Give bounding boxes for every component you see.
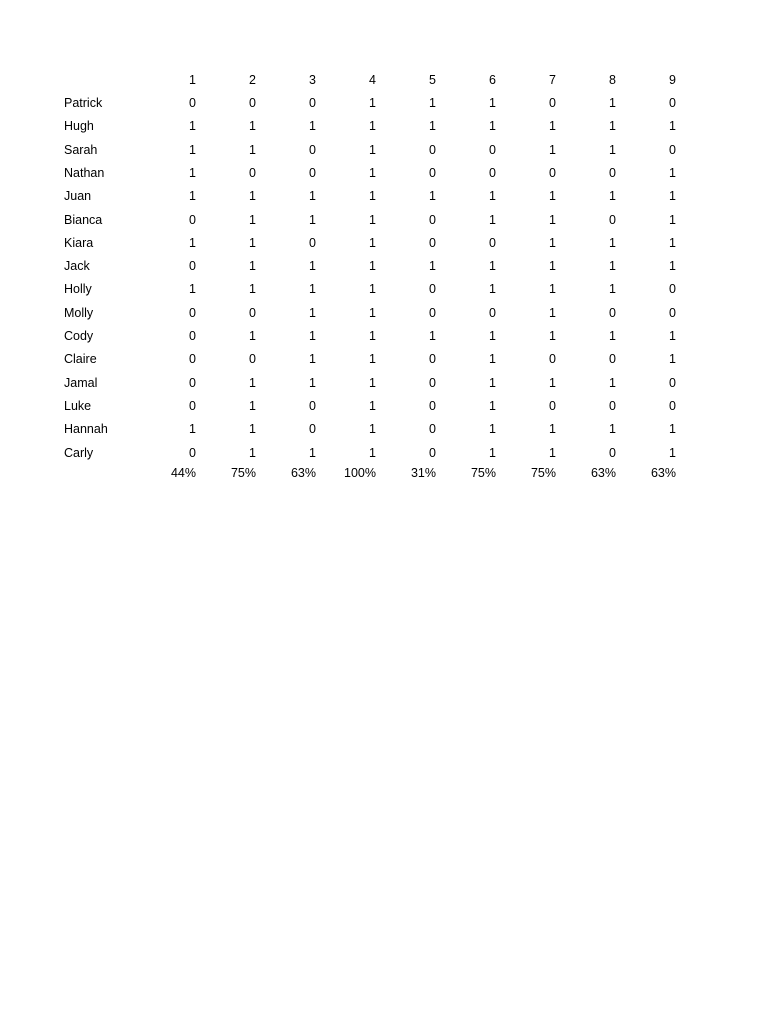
- table-cell: 1: [189, 165, 196, 180]
- table-cell: 0: [429, 142, 436, 157]
- table-cell: 0: [309, 422, 316, 437]
- spreadsheet-table: [0, 0, 768, 500]
- table-cell: 1: [669, 119, 676, 134]
- table-cell: 1: [189, 142, 196, 157]
- table-cell: 1: [189, 119, 196, 134]
- table-cell: 1: [249, 445, 256, 460]
- table-cell: 0: [669, 375, 676, 390]
- table-cell: 0: [429, 235, 436, 250]
- table-cell: 1: [669, 212, 676, 227]
- column-header: 3: [309, 73, 316, 87]
- table-cell: 1: [549, 142, 556, 157]
- table-cell: 0: [669, 142, 676, 157]
- table-cell: 1: [669, 189, 676, 204]
- table-cell: 0: [669, 282, 676, 297]
- table-cell: 1: [309, 445, 316, 460]
- row-name: Hannah: [64, 422, 108, 437]
- table-cell: 1: [669, 165, 676, 180]
- row-name: Carly: [64, 445, 94, 460]
- total-cell: 63%: [590, 466, 616, 480]
- table-cell: 1: [609, 282, 616, 297]
- row-name: Cody: [64, 329, 94, 343]
- table-cell: 1: [249, 282, 256, 297]
- total-cell: 63%: [650, 466, 676, 480]
- table-cell: 0: [189, 375, 196, 390]
- column-header: 7: [549, 73, 556, 87]
- table-cell: 1: [669, 352, 676, 367]
- table-cell: 1: [369, 422, 376, 437]
- table-cell: 1: [249, 189, 256, 204]
- row-name: Luke: [64, 398, 92, 413]
- row-name: Jack: [64, 259, 90, 274]
- table-cell: 0: [609, 352, 616, 367]
- table-cell: 1: [249, 422, 256, 437]
- table-cell: 0: [609, 305, 616, 320]
- table-cell: 1: [489, 119, 496, 134]
- table-cell: 1: [249, 375, 256, 390]
- table-cell: 1: [669, 259, 676, 274]
- total-cell: 75%: [230, 466, 256, 480]
- table-cell: 0: [189, 329, 196, 343]
- table-cell: 1: [489, 259, 496, 274]
- table-cell: 1: [189, 422, 196, 437]
- table-cell: 1: [369, 329, 376, 343]
- table-cell: 1: [669, 329, 676, 343]
- table-cell: 1: [309, 119, 316, 134]
- table-cell: 1: [489, 445, 496, 460]
- total-cell: 63%: [290, 466, 316, 480]
- table-cell: 1: [429, 96, 436, 110]
- column-header: 8: [609, 73, 616, 87]
- table-cell: 0: [549, 398, 556, 413]
- table-cell: 0: [429, 352, 436, 367]
- table-cell: 0: [429, 212, 436, 227]
- table-cell: 0: [489, 142, 496, 157]
- row-name: Sarah: [64, 142, 98, 157]
- table-cell: 1: [489, 352, 496, 367]
- table-cell: 1: [549, 305, 556, 320]
- table-cell: 1: [309, 212, 316, 227]
- table-cell: 1: [489, 212, 496, 227]
- table-cell: 0: [609, 165, 616, 180]
- table-cell: 0: [189, 96, 196, 110]
- table-cell: 1: [249, 142, 256, 157]
- table-cell: 0: [189, 398, 196, 413]
- total-cell: 75%: [470, 466, 496, 480]
- table-cell: 1: [369, 398, 376, 413]
- table-cell: 0: [309, 142, 316, 157]
- table-cell: 0: [549, 165, 556, 180]
- table-cell: 1: [309, 375, 316, 390]
- table-cell: 0: [189, 259, 196, 274]
- row-name: Nathan: [64, 165, 105, 180]
- total-cell: 75%: [530, 466, 556, 480]
- table-cell: 1: [369, 235, 376, 250]
- row-name: Molly: [64, 305, 94, 320]
- table-cell: 1: [609, 375, 616, 390]
- table-cell: 1: [369, 375, 376, 390]
- column-header: 6: [489, 73, 496, 87]
- table-cell: 1: [609, 235, 616, 250]
- table-cell: 0: [189, 305, 196, 320]
- table-cell: 0: [189, 445, 196, 460]
- table-cell: 1: [429, 259, 436, 274]
- table-cell: 0: [669, 305, 676, 320]
- table-cell: 1: [609, 189, 616, 204]
- table-cell: 1: [309, 282, 316, 297]
- row-name: Juan: [64, 189, 92, 204]
- column-header: 1: [189, 73, 196, 87]
- table-cell: 1: [369, 96, 376, 110]
- table-cell: 0: [609, 398, 616, 413]
- table-cell: 1: [189, 235, 196, 250]
- table-cell: 1: [549, 329, 556, 343]
- table-cell: 1: [549, 189, 556, 204]
- table-cell: 0: [549, 96, 556, 110]
- table-cell: 1: [609, 329, 616, 343]
- row-name: Jamal: [64, 375, 98, 390]
- table-cell: 0: [489, 235, 496, 250]
- table-cell: 1: [609, 96, 616, 110]
- table-cell: 0: [309, 398, 316, 413]
- table-cell: 1: [189, 189, 196, 204]
- table-cell: 1: [249, 212, 256, 227]
- table-cell: 1: [369, 282, 376, 297]
- table-cell: 1: [429, 329, 436, 343]
- table-cell: 1: [189, 282, 196, 297]
- row-name: Bianca: [64, 212, 103, 227]
- column-header: 4: [369, 73, 376, 87]
- table-cell: 0: [249, 96, 256, 110]
- table-cell: 1: [609, 142, 616, 157]
- table-cell: 1: [549, 212, 556, 227]
- table-cell: 0: [189, 352, 196, 367]
- table-cell: 1: [489, 329, 496, 343]
- table-cell: 0: [249, 305, 256, 320]
- table-cell: 1: [489, 282, 496, 297]
- table-cell: 1: [549, 422, 556, 437]
- table-cell: 1: [249, 329, 256, 343]
- table-cell: 0: [429, 398, 436, 413]
- table-cell: 1: [369, 189, 376, 204]
- row-name: Claire: [64, 352, 97, 367]
- table-cell: 1: [609, 119, 616, 134]
- total-cell: 100%: [344, 466, 376, 480]
- table-cell: 1: [369, 119, 376, 134]
- table-cell: 1: [609, 259, 616, 274]
- table-cell: 0: [609, 212, 616, 227]
- table-cell: 1: [549, 119, 556, 134]
- row-name: Holly: [64, 282, 92, 297]
- table-cell: 1: [549, 259, 556, 274]
- table-cell: 0: [429, 375, 436, 390]
- table-cell: 1: [369, 352, 376, 367]
- table-cell: 1: [369, 212, 376, 227]
- row-name: Kiara: [64, 235, 94, 250]
- table-cell: 1: [369, 259, 376, 274]
- total-cell: 44%: [170, 466, 196, 480]
- table-cell: 0: [489, 305, 496, 320]
- table-cell: 1: [369, 165, 376, 180]
- table-cell: 1: [489, 375, 496, 390]
- table-cell: 0: [429, 165, 436, 180]
- column-header: 2: [249, 73, 256, 87]
- table-cell: 1: [489, 422, 496, 437]
- table-cell: 1: [369, 142, 376, 157]
- table-cell: 1: [549, 235, 556, 250]
- table-cell: 1: [489, 189, 496, 204]
- table-cell: 1: [609, 422, 616, 437]
- row-name: Patrick: [64, 96, 103, 110]
- table-cell: 1: [369, 305, 376, 320]
- table-cell: 0: [429, 422, 436, 437]
- table-cell: 0: [429, 282, 436, 297]
- table-cell: 1: [669, 235, 676, 250]
- table-cell: 0: [669, 398, 676, 413]
- table-cell: 1: [489, 96, 496, 110]
- table-cell: 0: [189, 212, 196, 227]
- table-cell: 0: [609, 445, 616, 460]
- table-cell: 1: [429, 189, 436, 204]
- table-cell: 1: [489, 398, 496, 413]
- table-cell: 1: [249, 119, 256, 134]
- table-cell: 0: [489, 165, 496, 180]
- table-cell: 0: [669, 96, 676, 110]
- table-cell: 1: [249, 235, 256, 250]
- table-cell: 1: [309, 305, 316, 320]
- table-cell: 1: [549, 375, 556, 390]
- table-cell: 1: [249, 259, 256, 274]
- table-cell: 1: [669, 445, 676, 460]
- table-cell: 0: [249, 165, 256, 180]
- table-cell: 1: [309, 189, 316, 204]
- table-cell: 0: [309, 235, 316, 250]
- table-cell: 1: [369, 445, 376, 460]
- table-cell: 0: [549, 352, 556, 367]
- total-cell: 31%: [410, 466, 436, 480]
- table-cell: 0: [249, 352, 256, 367]
- table-cell: 1: [429, 119, 436, 134]
- table-cell: 1: [309, 259, 316, 274]
- table-cell: 1: [549, 445, 556, 460]
- table-cell: 0: [309, 96, 316, 110]
- table-cell: 1: [549, 282, 556, 297]
- column-header: 9: [669, 73, 676, 87]
- table-cell: 0: [429, 445, 436, 460]
- table-cell: 0: [309, 165, 316, 180]
- table-cell: 1: [669, 422, 676, 437]
- table-cell: 0: [429, 305, 436, 320]
- table-cell: 1: [309, 329, 316, 343]
- row-name: Hugh: [64, 119, 94, 134]
- column-header: 5: [429, 73, 436, 87]
- table-cell: 1: [309, 352, 316, 367]
- table-cell: 1: [249, 398, 256, 413]
